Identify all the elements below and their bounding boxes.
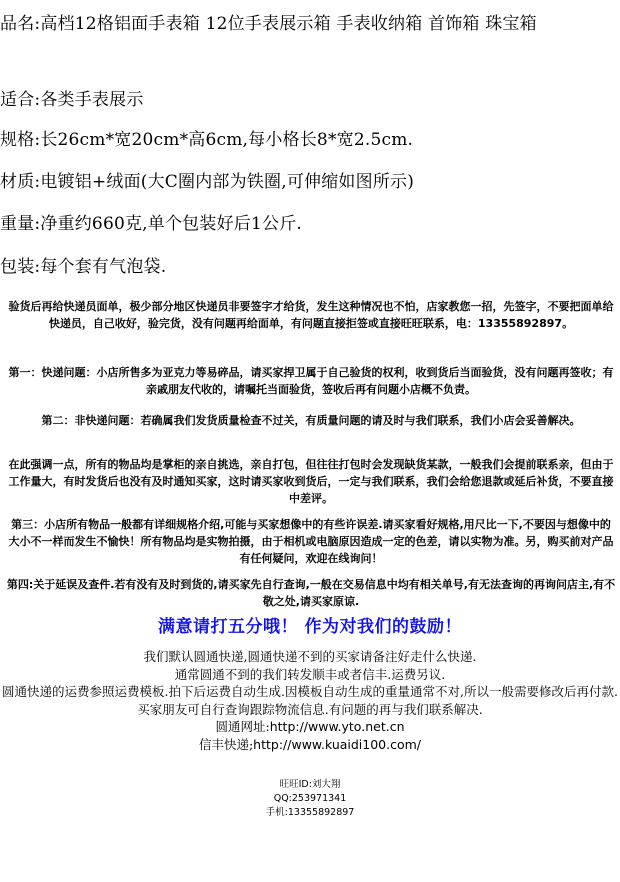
contact-phone: 手机:13355892897 (265, 807, 355, 818)
shipping-info (0, 648, 620, 753)
notice-emphasis: 在此强调一点，所有的物品均是掌柜的亲自挑选，亲自打包，但往往打包时会发现缺货某款，一般我们会提前联系亲，但由于工作量大，有时发货后也没有及时通知买家，这时请买家收到货后，一定与我们联系，我们会给您退款或延后补货，不要直接中差评。 (8, 458, 614, 505)
shipping-line-alternate: 通常圆通不到的我们转发顺丰或者信丰.运费另议. (174, 666, 446, 682)
kuaidi-website-label: 信丰快递; (198, 736, 254, 752)
product-suitable: 适合:各类手表展示 (0, 90, 144, 110)
yto-website-row (0, 718, 620, 736)
shipping-line-default: 我们默认圆通快递,圆通快递不到的买家请备注好走什么快递. (143, 649, 477, 664)
rating-slogan: 满意请打五分哦！ 作为对我们的鼓励！ (158, 617, 462, 637)
kuaidi-website-link[interactable]: http://www.kuaidi100.com/ (253, 736, 422, 752)
notice-second: 第二：非快递问题：若确属我们发货质量检查不过关，有质量问题的请及时与我们联系，我们小店会妥善解决。 (41, 414, 581, 427)
product-material: 材质:电镀铝+绒面(大C圈内部为铁圈,可伸缩如图所示) (0, 172, 415, 192)
contact-qq: QQ:253971341 (273, 793, 347, 804)
product-packaging: 包装:每个套有气泡袋. (0, 257, 167, 277)
yto-website-link[interactable]: http://www.yto.net.cn (269, 719, 405, 734)
notice-fourth: 第四:关于延误及查件.若有没有及时到货的,请买家先自行查询,一般在交易信息中均有相关单号,有无法查询的再询问店主,有不敬之处,请买家原谅. (6, 578, 616, 608)
yto-website-label: 圆通网址: (215, 719, 270, 734)
shipping-line-tracking: 买家朋友可自行查询跟踪物流信息.有问题的再与我们联系解决. (137, 701, 483, 717)
notice-first: 第一：快递问题：小店所售多为亚克力等易碎品，请买家捍卫属于自己验货的权利，收到货后当面验货，没有问题再签收；有亲戚朋友代收的，请嘱托当面验货，签收后再有问题小店概不负责。 (8, 366, 614, 396)
notice-third: 第三：小店所有物品一般都有详细规格介绍,可能与买家想像中的有些许误差.请买家看好规格,用尺比一下,不要因与想像中的大小不一样而发生不愉快！所有物品均是实物拍摄，由于相机或电脑原因造成一定的色差，请以实物为准。另，购买前对产品有任何疑问，欢迎在线询问！ (8, 518, 614, 565)
shipping-line-fee: 圆通快递的运费参照运费模板.拍下后运费自动生成.因模板自动生成的重量通常不对,所以一般需要修改后再付款. (2, 684, 618, 699)
inspection-notice: 验货后再给快递员面单，极少部分地区快递员非要签字才给货，发生这种情况也不怕，店家教您一招，先签字，不要把面单给快递员，自己收好，验完货，没有问题再给面单，有问题直接拒签或直接旺旺联系，电：13355892897。 (8, 300, 614, 330)
contact-info (0, 778, 620, 820)
kuaidi-website-row (0, 736, 620, 754)
product-size: 规格:长26cm*宽20cm*高6cm,每小格长8*宽2.5cm. (0, 130, 414, 150)
product-name: 品名:高档12格铝面手表箱 12位手表展示箱 手表收纳箱 首饰箱 珠宝箱 (0, 14, 537, 34)
product-weight: 重量:净重约660克,单个包装好后1公斤. (0, 214, 302, 234)
contact-wangwang: 旺旺ID:刘大翔 (279, 779, 341, 790)
